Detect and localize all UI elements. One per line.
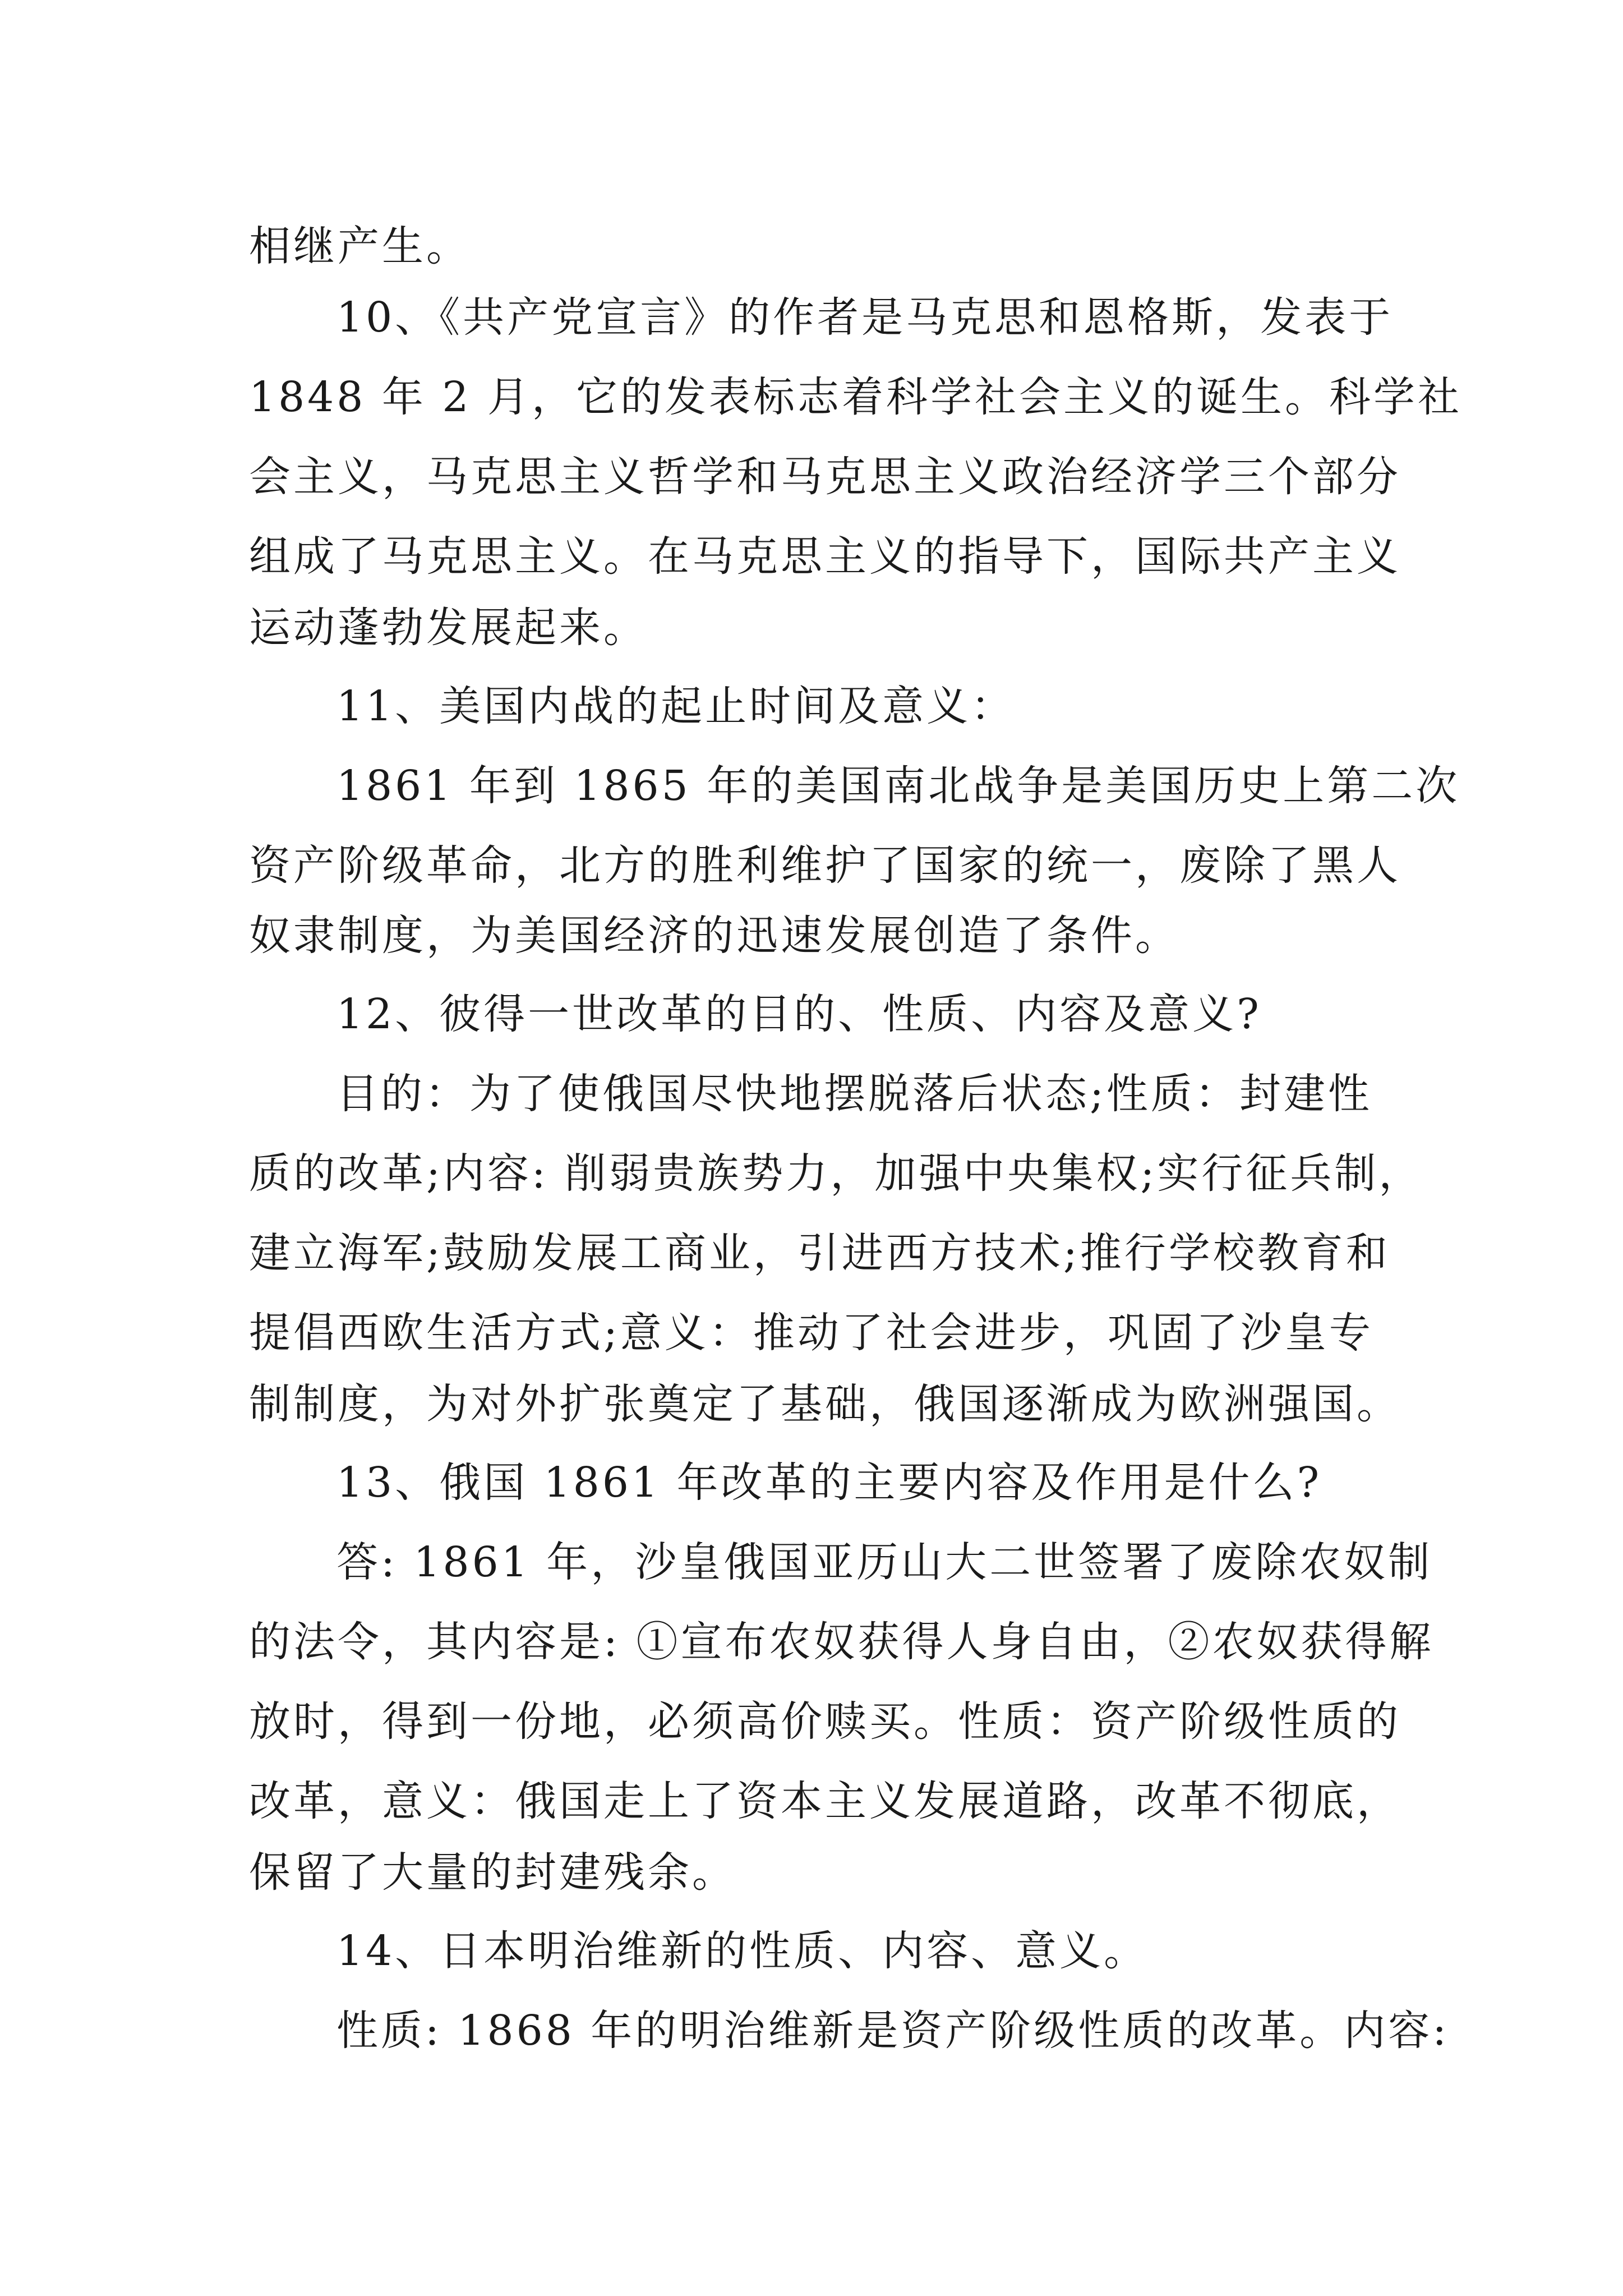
text-line-19: 的法令，其内容是: ①宣布农奴获得人身自由，②农奴获得解 [249,1618,1434,1666]
text-line-5: 组成了马克思主义。在马克思主义的指导下，国际共产主义 [249,532,1401,581]
text-line-6: 运动蓬勃发展起来。 [249,604,648,652]
text-line-10: 奴隶制度，为美国经济的迅速发展创造了条件。 [249,912,1179,960]
text-line-2: 10、《共产党宣言》的作者是马克思和恩格斯，发表于 [336,293,1394,342]
text-line-16: 制制度，为对外扩张奠定了基础，俄国逐渐成为欧洲强国。 [249,1380,1401,1428]
text-line-4: 会主义，马克思主义哲学和马克思主义政治经济学三个部分 [249,453,1401,501]
text-line-12: 目的：为了使俄国尽快地摆脱落后状态;性质：封建性 [336,1070,1372,1118]
text-line-21: 改革，意义：俄国走上了资本主义发展道路，改革不彻底， [249,1777,1401,1825]
text-line-22: 保留了大量的封建残余。 [249,1848,736,1897]
text-line-8: 1861 年到 1865 年的美国南北战争是美国历史上第二次 [336,762,1460,810]
text-line-9: 资产阶级革命，北方的胜利维护了国家的统一，废除了黑人 [249,841,1401,890]
text-line-3: 1848 年 2 月，它的发表标志着科学社会主义的诞生。科学社 [249,373,1462,421]
text-line-23: 14、日本明治维新的性质、内容、意义。 [336,1927,1149,1975]
text-line-7: 11、美国内战的起止时间及意义： [336,682,1016,730]
text-line-17: 13、俄国 1861 年改革的主要内容及作用是什么? [336,1458,1322,1507]
text-line-13: 质的改革;内容: 削弱贵族势力，加强中央集权;实行征兵制， [249,1149,1423,1198]
text-line-14: 建立海军;鼓励发展工商业，引进西方技术;推行学校教育和 [249,1229,1390,1277]
text-line-15: 提倡西欧生活方式;意义：推动了社会进步，巩固了沙皇专 [249,1309,1373,1357]
text-line-18: 答: 1861 年，沙皇俄国亚历山大二世签署了废除农奴制 [336,1538,1433,1586]
text-line-24: 性质: 1868 年的明治维新是资产阶级性质的改革。内容: [336,2007,1450,2055]
text-line-1: 相继产生。 [249,222,471,270]
text-line-20: 放时，得到一份地，必须高价赎买。性质：资产阶级性质的 [249,1697,1401,1746]
text-line-11: 12、彼得一世改革的目的、性质、内容及意义? [336,990,1262,1038]
